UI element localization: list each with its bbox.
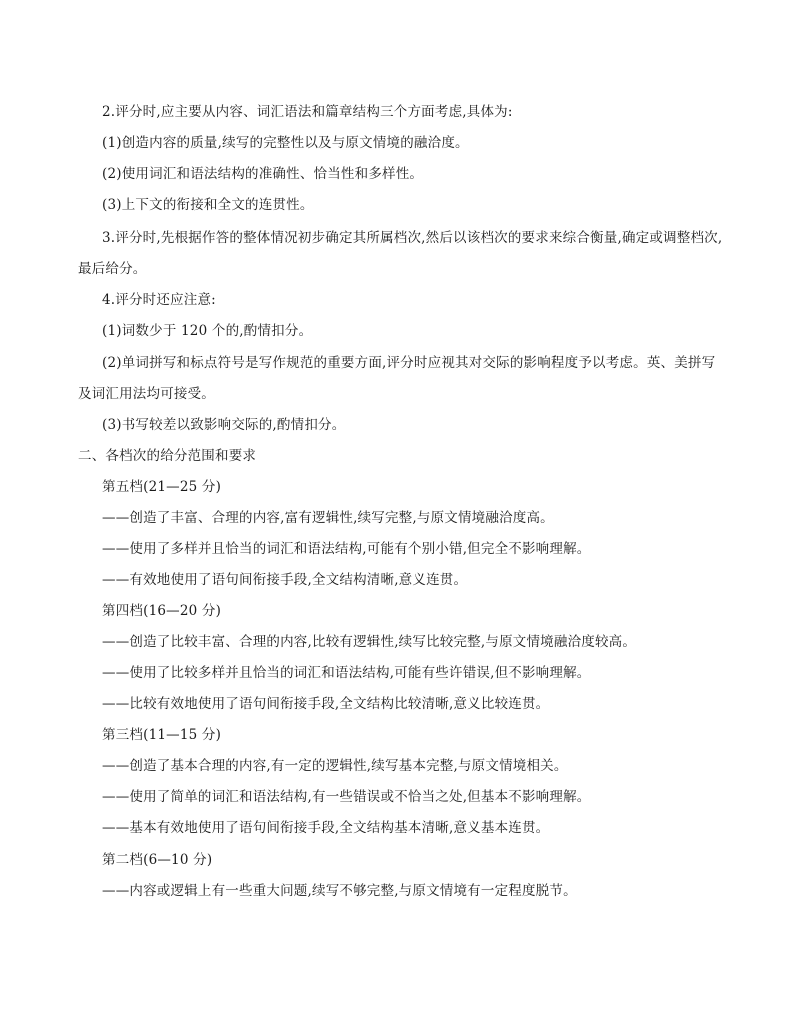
criteria-item-2-point-1: (1)创造内容的质量,续写的完整性以及与原文情境的融洽度。 (102, 135, 469, 151)
criteria-item-2-point-3: (3)上下文的衔接和全文的连贯性。 (102, 197, 314, 213)
criteria-item-2-point-2: (2)使用词汇和语法结构的准确性、恰当性和多样性。 (102, 166, 424, 182)
level-4-item-3: ——比较有效地使用了语句间衔接手段,全文结构比较清晰,意义比较连贯。 (102, 696, 550, 712)
level-5-title: 第五档(21—25 分) (102, 479, 222, 495)
criteria-item-4-title: 4.评分时还应注意: (102, 292, 216, 308)
level-2-item-1: ——内容或逻辑上有一些重大问题,续写不够完整,与原文情境有一定程度脱节。 (102, 883, 577, 899)
criteria-item-4-point-2-line-1: (2)单词拼写和标点符号是写作规范的重要方面,评分时应视其对交际的影响程度予以考虑。英、美拼写 (102, 355, 716, 371)
level-4-title: 第四档(16—20 分) (102, 603, 222, 619)
criteria-item-2-title: 2.评分时,应主要从内容、词汇语法和篇章结构三个方面考虑,具体为: (102, 104, 513, 120)
section-2-heading: 二、各档次的给分范围和要求 (78, 448, 257, 464)
level-4-item-1: ——创造了比较丰富、合理的内容,比较有逻辑性,续写比较完整,与原文情境融洽度较高。 (102, 634, 637, 650)
level-5-item-3: ——有效地使用了语句间衔接手段,全文结构清晰,意义连贯。 (102, 572, 468, 588)
level-3-item-2: ——使用了简单的词汇和语法结构,有一些错误或不恰当之处,但基本不影响理解。 (102, 789, 591, 805)
criteria-item-3-line-2: 最后给分。 (78, 261, 147, 277)
level-5-item-1: ——创造了丰富、合理的内容,富有逻辑性,续写完整,与原文情境融洽度高。 (102, 510, 554, 526)
level-2-title: 第二档(6—10 分) (102, 852, 213, 868)
level-3-item-3: ——基本有效地使用了语句间衔接手段,全文结构基本清晰,意义基本连贯。 (102, 820, 550, 836)
criteria-item-4-point-1: (1)词数少于 120 个的,酌情扣分。 (102, 323, 313, 339)
criteria-item-4-point-2-line-2: 及词汇用法均可接受。 (78, 386, 215, 402)
criteria-item-3-line-1: 3.评分时,先根据作答的整体情况初步确定其所属档次,然后以该档次的要求来综合衡量,确定或调整档次, (102, 230, 723, 246)
criteria-item-4-point-3: (3)书写较差以致影响交际的,酌情扣分。 (102, 417, 346, 433)
level-3-item-1: ——创造了基本合理的内容,有一定的逻辑性,续写基本完整,与原文情境相关。 (102, 758, 568, 774)
level-3-title: 第三档(11—15 分) (102, 727, 222, 743)
level-4-item-2: ——使用了比较多样并且恰当的词汇和语法结构,可能有些许错误,但不影响理解。 (102, 665, 591, 681)
level-5-item-2: ——使用了多样并且恰当的词汇和语法结构,可能有个别小错,但完全不影响理解。 (102, 541, 591, 557)
